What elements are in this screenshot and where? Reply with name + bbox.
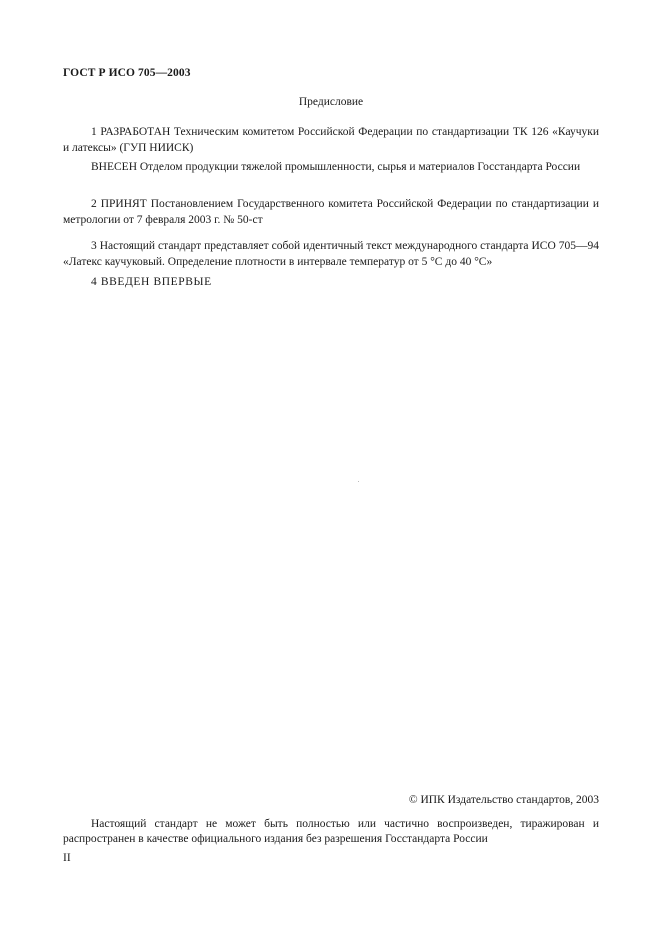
scan-speck bbox=[358, 481, 359, 482]
foreword-item-identical-text: 3 Настоящий стандарт представляет собой идентичный текст международного стандарта ИСО 705—94 «Латекс каучуковый. Определение плотности в интервале температур от 5 °С до 40 °С» bbox=[63, 240, 599, 268]
foreword-item-introduced: ВНЕСЕН Отделом продукции тяжелой промышленности, сырья и материалов Госстандарта России bbox=[91, 161, 581, 173]
reproduction-notice: Настоящий стандарт не может быть полностью или частично воспроизведен, тиражирован и распространен в качестве официального издания без разрешения Госстандарта России bbox=[63, 818, 599, 845]
foreword-item-first-introduced: 4 ВВЕДЕН ВПЕРВЫЕ bbox=[91, 276, 212, 288]
page-number: II bbox=[63, 852, 71, 864]
copyright-line: © ИПК Издательство стандартов, 2003 bbox=[408, 794, 599, 806]
foreword-item-adopted: 2 ПРИНЯТ Постановлением Государственного комитета Российской Федерации по стандартизации и метрологии от 7 февраля 2003 г. № 50-ст bbox=[63, 198, 599, 226]
foreword-title: Предисловие bbox=[298, 96, 364, 108]
foreword-item-developed: 1 РАЗРАБОТАН Техническим комитетом Российской Федерации по стандартизации ТК 126 «Каучуки и латексы» (ГУП НИИСК) bbox=[63, 126, 599, 154]
document-id-header: ГОСТ Р ИСО 705—2003 bbox=[63, 67, 191, 79]
